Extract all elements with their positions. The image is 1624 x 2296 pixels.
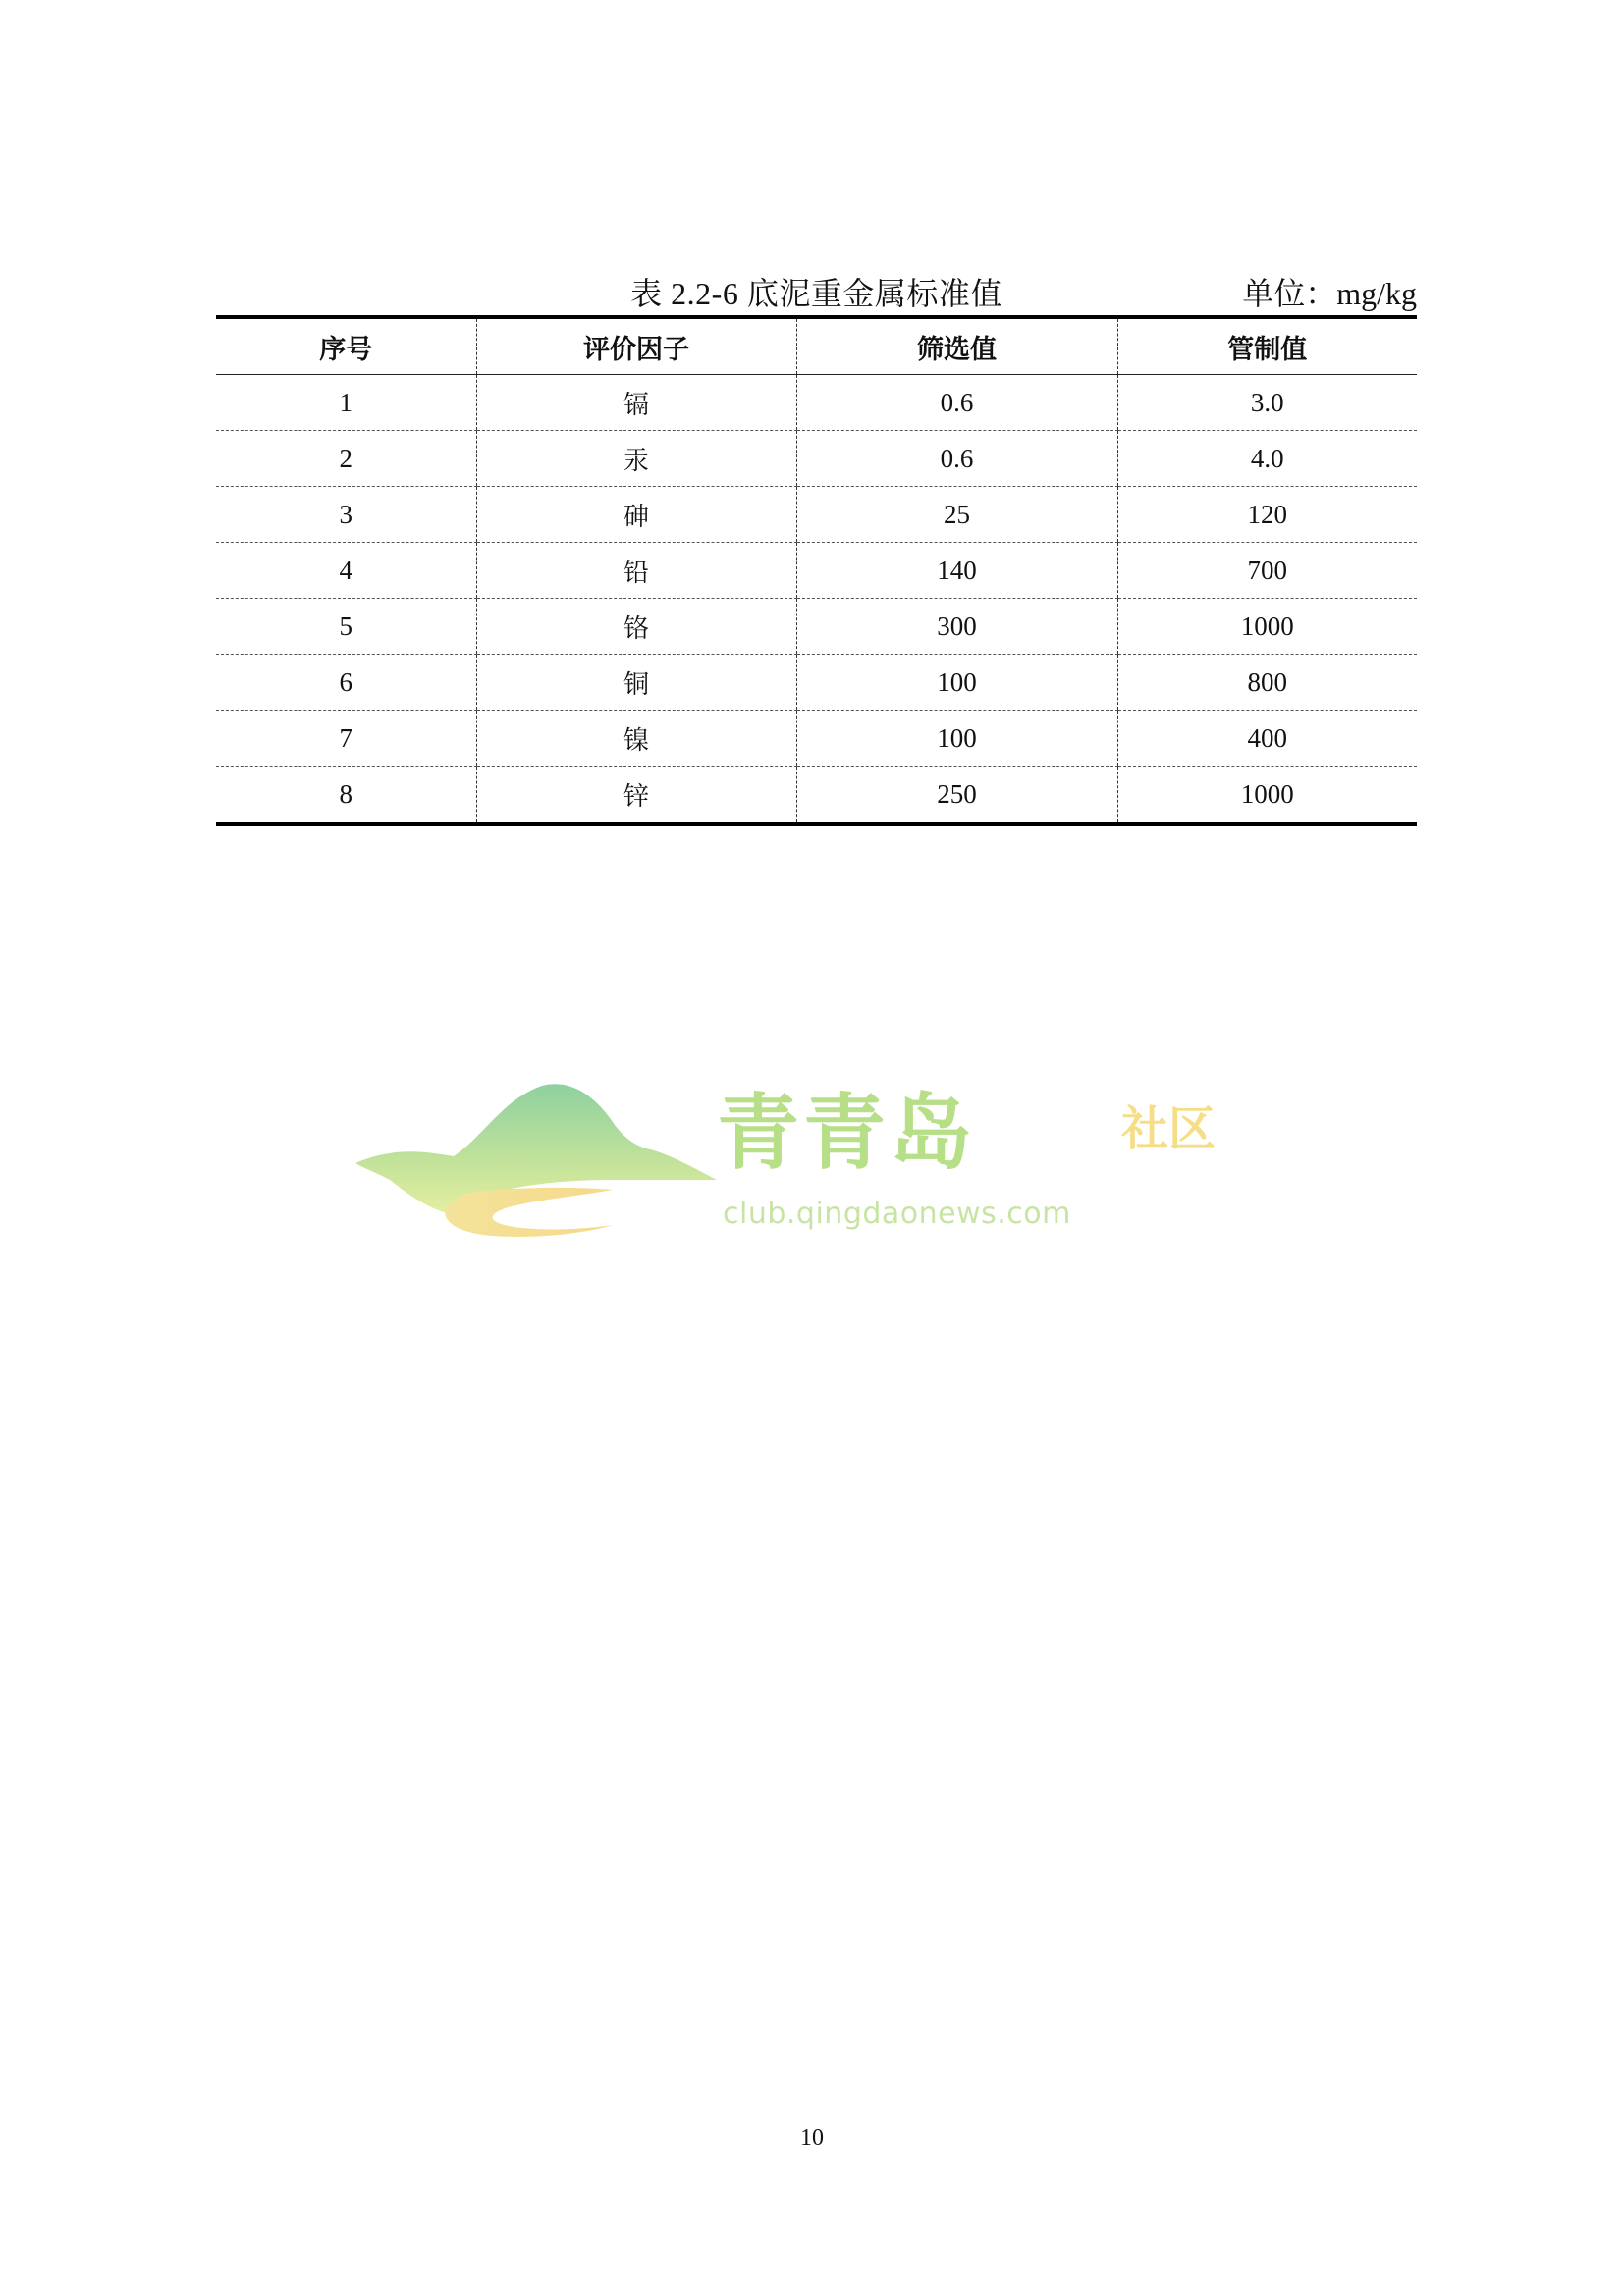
table-header-row <box>216 317 1417 375</box>
mountain-logo-icon <box>355 1078 719 1245</box>
page-number: 10 <box>800 2125 824 2151</box>
cell-screening-value: 0.6 <box>796 375 1117 431</box>
cell-screening-value: 100 <box>796 711 1117 767</box>
cell-screening-value: 0.6 <box>796 431 1117 487</box>
cell-factor: 镍 <box>476 711 796 767</box>
cell-screening-value: 25 <box>796 487 1117 543</box>
cell-serial: 1 <box>216 375 476 431</box>
cell-factor: 镉 <box>476 375 796 431</box>
heavy-metal-standard-table <box>216 315 1417 826</box>
cell-serial: 3 <box>216 487 476 543</box>
cell-factor: 锌 <box>476 767 796 825</box>
cell-control-value: 800 <box>1117 655 1417 711</box>
watermark-main-text: 青青岛 <box>717 1085 977 1181</box>
watermark-logo <box>355 1078 1249 1245</box>
cell-control-value: 700 <box>1117 543 1417 599</box>
cell-screening-value: 140 <box>796 543 1117 599</box>
table-row <box>216 767 1417 825</box>
cell-factor: 铜 <box>476 655 796 711</box>
header-screening-value: 筛选值 <box>796 317 1117 375</box>
watermark-sub-text: 社区 <box>1121 1101 1217 1156</box>
table-row <box>216 599 1417 655</box>
cell-screening-value: 300 <box>796 599 1117 655</box>
table-caption <box>216 267 1417 312</box>
cell-serial: 5 <box>216 599 476 655</box>
cell-serial: 2 <box>216 431 476 487</box>
cell-control-value: 1000 <box>1117 599 1417 655</box>
cell-factor: 铬 <box>476 599 796 655</box>
cell-factor: 铅 <box>476 543 796 599</box>
header-serial: 序号 <box>216 317 476 375</box>
cell-control-value: 3.0 <box>1117 375 1417 431</box>
cell-serial: 4 <box>216 543 476 599</box>
cell-screening-value: 100 <box>796 655 1117 711</box>
cell-control-value: 120 <box>1117 487 1417 543</box>
cell-control-value: 1000 <box>1117 767 1417 825</box>
header-factor: 评价因子 <box>476 317 796 375</box>
cell-serial: 7 <box>216 711 476 767</box>
cell-control-value: 4.0 <box>1117 431 1417 487</box>
cell-serial: 6 <box>216 655 476 711</box>
cell-control-value: 400 <box>1117 711 1417 767</box>
watermark-url: club.qingdaonews.com <box>723 1197 1071 1231</box>
table-row <box>216 655 1417 711</box>
header-control-value: 管制值 <box>1117 317 1417 375</box>
cell-screening-value: 250 <box>796 767 1117 825</box>
cell-serial: 8 <box>339 778 352 809</box>
table-title: 表 2.2-6 底泥重金属标准值 <box>630 276 1002 311</box>
table-row <box>216 487 1417 543</box>
table-row <box>216 431 1417 487</box>
cell-factor: 砷 <box>476 487 796 543</box>
table-row <box>216 711 1417 767</box>
table-row <box>216 375 1417 431</box>
table-row <box>216 543 1417 599</box>
cell-factor: 汞 <box>476 431 796 487</box>
table-unit: 单位：mg/kg <box>1242 276 1417 311</box>
